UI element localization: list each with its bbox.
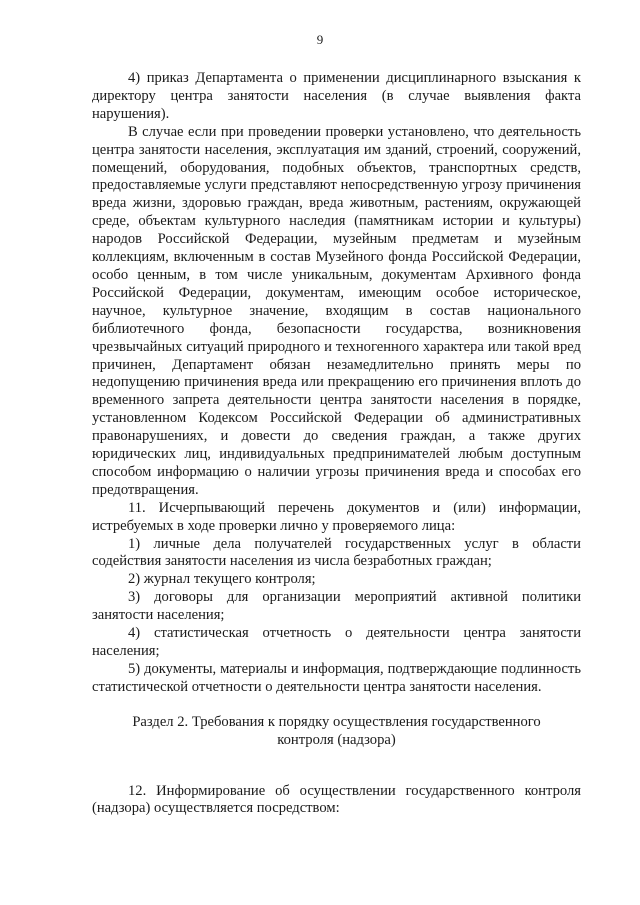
list-item-5: 5) документы, материалы и информация, подтверждающие подлинность статистической отчетности о деятельности центра занятости населения. [92,660,581,695]
list-item-2: 2) журнал текущего контроля; [128,571,316,588]
paragraph-12-informing: 12. Информирование об осуществлении государственного контроля (надзора) осуществляется посредством: [92,782,581,817]
section-heading-line-2: контроля (надзора) [277,731,396,748]
paragraph-danger-measures: В случае если при проведении проверки установлено, что деятельность центра занятости населения, эксплуатация им зданий, строений, сооружений, помещений, оборудования, подобных объектов, транспортных средств, предоставляемые услуги представляют непосредственную угрозу причинения вреда жизни, здоровью граждан, вреда животным, растениям, окружающей среде, объектам культурного наследия (памятникам истории и культуры) народов Российской Федерации, музейным предметам и музейным коллекциям, включенным в состав Музейного фонда Российской Федерации, особо ценным, в том числе уникальным, документам Архивного фонда Российской Федерации, документам, имеющим особое историческое, научное, культурное значение, входящим в состав национального библиотечного фонда, безопасности государства, возникновения чрезвычайных ситуаций природного и техногенного характера или такой вред причинен, Департамент обязан незамедлительно принять меры по недопущению причинения вреда или прекращению его причинения вплоть до временного запрета деятельности центра занятости населения в порядке, установленном Кодексом Российской Федерации об административных правонарушениях, и довести до сведения граждан, а также других юридических лиц, индивидуальных предпринимателей любым доступным способом информацию о наличии угрозы причинения вреда и способах его предотвращения. [92,123,581,498]
page-number: 9 [316,32,324,47]
paragraph-11-documents-list: 11. Исчерпывающий перечень документов и (или) информации, истребуемых в ходе проверки лично у проверяемого лица: [92,499,581,534]
paragraph-item-4: 4) приказ Департамента о применении дисциплинарного взыскания к директору центра занятости населения (в случае выявления факта нарушения). [92,70,581,122]
section-heading-line-1: Раздел 2. Требования к порядку осуществления государственного [132,713,541,730]
list-item-1: 1) личные дела получателей государственных услуг в области содействия занятости населения из числа безработных граждан; [92,535,581,570]
section-heading [92,714,581,750]
list-item-3: 3) договоры для организации мероприятий активной политики занятости населения; [92,589,581,624]
heading-spacer [92,750,581,783]
list-item-4: 4) статистическая отчетность о деятельности центра занятости населения; [92,625,581,659]
document-body [92,70,581,818]
